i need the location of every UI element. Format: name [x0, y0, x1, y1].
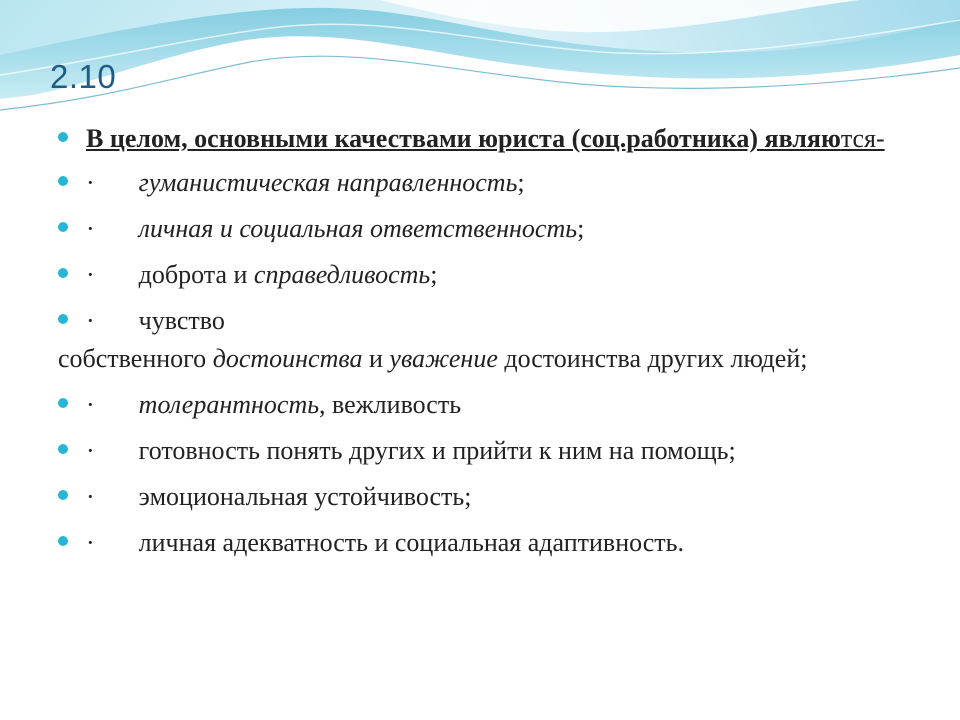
item-text: эмоциональная устойчивость;	[138, 482, 472, 511]
list-item	[58, 524, 938, 562]
bullet-dot-icon	[58, 132, 68, 142]
bullet-dot-icon	[58, 222, 68, 232]
bullet-dot-icon	[58, 490, 68, 500]
bullet-dot-icon	[58, 314, 68, 324]
bullet-dot-icon	[58, 398, 68, 408]
bullet-mark: ·	[86, 436, 95, 465]
list-item	[58, 386, 938, 424]
wave-header-decoration	[0, 0, 960, 130]
list-item	[58, 478, 938, 516]
bullet-dot-icon	[58, 176, 68, 186]
item-text: и	[362, 344, 390, 373]
item-text: доброта и	[138, 260, 254, 289]
list-item	[58, 256, 938, 294]
item-text: чувство	[138, 306, 225, 335]
bullet-mark: ·	[86, 168, 95, 197]
bullet-mark: ·	[86, 482, 95, 511]
list-item	[58, 210, 938, 248]
item-text: собственного	[58, 344, 213, 373]
item-text: готовность понять других и прийти к ним на помощь;	[138, 436, 736, 465]
lead-tail: тся-	[840, 124, 885, 153]
item-text: личная и социальная ответственность	[138, 214, 578, 243]
list-item	[58, 120, 938, 158]
item-text: справедливость	[253, 260, 431, 289]
item-text: толерантность	[138, 390, 320, 419]
item-text: достоинства	[212, 344, 363, 373]
item-text: уважение	[389, 344, 498, 373]
bullet-list	[58, 120, 938, 562]
lead-heading	[86, 124, 885, 153]
bullet-mark: ·	[86, 390, 95, 419]
bullet-mark: ·	[86, 260, 95, 289]
bullet-dot-icon	[58, 536, 68, 546]
item-text: ;	[517, 168, 525, 197]
item-text: достоинства других людей;	[497, 344, 808, 373]
bullet-dot-icon	[58, 268, 68, 278]
list-item	[58, 302, 938, 378]
item-text: , вежливость	[319, 390, 462, 419]
list-item	[58, 164, 938, 202]
item-text: гуманистическая направленность	[138, 168, 518, 197]
bullet-mark: ·	[86, 214, 95, 243]
list-item	[58, 432, 938, 470]
item-text: ;	[430, 260, 438, 289]
slide-title: 2.10	[50, 58, 117, 95]
item-text: ;	[577, 214, 585, 243]
bullet-dot-icon	[58, 444, 68, 454]
item-text: личная адекватность и социальная адаптивность.	[138, 528, 685, 557]
bullet-mark: ·	[86, 528, 95, 557]
bullet-mark: ·	[86, 306, 95, 335]
lead-text: В целом, основными качествами юриста (соц.работника) являю	[86, 124, 841, 153]
